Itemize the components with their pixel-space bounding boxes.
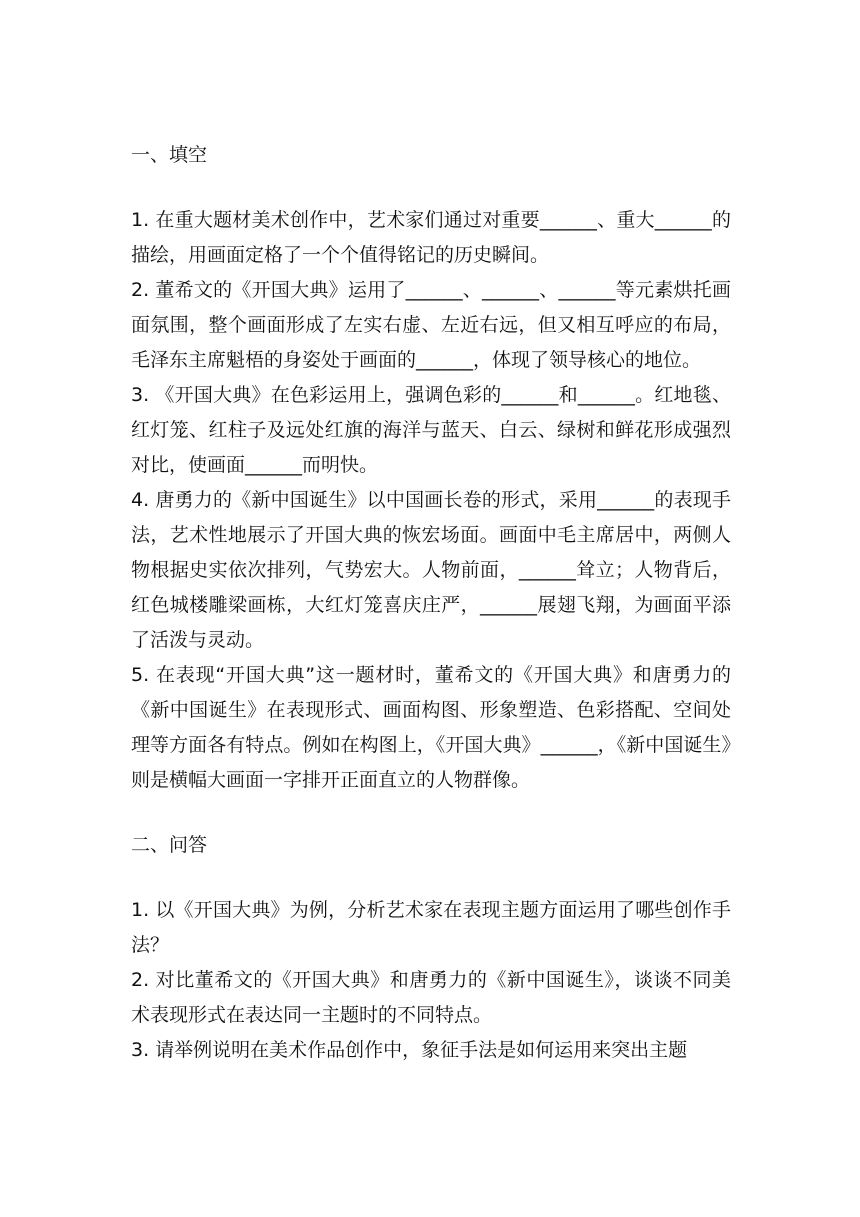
- document-page: [131, 138, 731, 1068]
- question-item: 1. 在重大题材美术创作中，艺术家们通过对重要______、重大______的描绘，用画面定格了一个个值得铭记的历史瞬间。: [131, 209, 731, 266]
- question-item: 2. 董希文的《开国大典》运用了______、______、______等元素烘托画面氛围，整个画面形成了左实右虚、左近右远，但又相互呼应的布局，毛泽东主席魁梧的身姿处于画面的______，体现了领导核心的地位。: [131, 279, 731, 371]
- fill-blank-questions: [131, 203, 731, 798]
- question-item: 2. 对比董希文的《开国大典》和唐勇力的《新中国诞生》，谈谈不同美术表现形式在表达同一主题时的不同特点。: [131, 969, 731, 1026]
- section-heading-qa: 二、问答: [131, 834, 208, 856]
- question-item: 3. 《开国大典》在色彩运用上，强调色彩的______和______。红地毯、红灯笼、红柱子及远处红旗的海洋与蓝天、白云、绿树和鲜花形成强烈对比，使画面______而明快。: [131, 384, 731, 476]
- qa-questions: [131, 893, 731, 1068]
- question-item: 4. 唐勇力的《新中国诞生》以中国画长卷的形式，采用______的表现手法，艺术性地展示了开国大典的恢宏场面。画面中毛主席居中，两侧人物根据史实依次排列，气势宏大。人物前面，______耸立；人物背后，红色城楼雕梁画栋，大红灯笼喜庆庄严，______展翅飞翔，为画面平添了活泼与灵动。: [131, 489, 731, 651]
- question-item: 5. 在表现“开国大典”这一题材时，董希文的《开国大典》和唐勇力的《新中国诞生》在表现形式、画面构图、形象塑造、色彩搭配、空间处理等方面各有特点。例如在构图上，《开国大典》______，《新中国诞生》则是横幅大画面一字排开正面直立的人物群像。: [131, 664, 731, 791]
- question-item: 3. 请举例说明在美术作品创作中，象征手法是如何运用来突出主题: [131, 1039, 688, 1061]
- question-item: 1. 以《开国大典》为例，分析艺术家在表现主题方面运用了哪些创作手法？: [131, 899, 731, 956]
- section-heading-fill-blank: 一、填空: [131, 144, 208, 166]
